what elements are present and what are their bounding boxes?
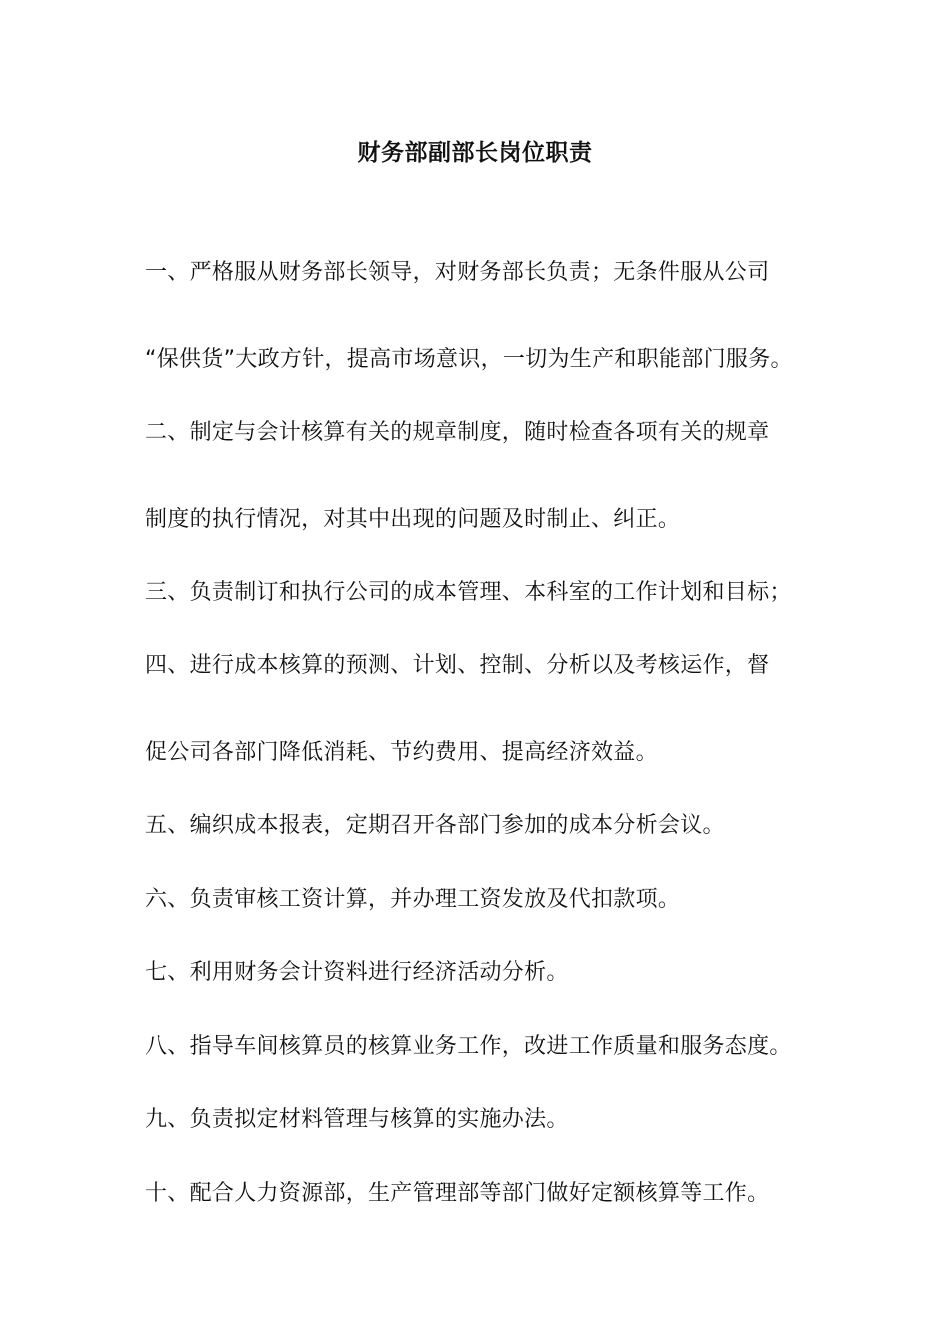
duty-line-7: 七、利用财务会计资料进行经济活动分析。 [145,960,569,985]
duty-line-5: 五、编织成本报表，定期召开各部门参加的成本分析会议。 [145,813,725,838]
duty-line-2-cont: 制度的执行情况，对其中出现的问题及时制止、纠正。 [145,507,681,532]
duty-line-4-cont: 促公司各部门降低消耗、节约费用、提高经济效益。 [145,740,658,765]
page-title: 财务部副部长岗位职责 [357,140,593,166]
duty-line-3: 三、负责制订和执行公司的成本管理、本科室的工作计划和目标； [145,580,792,605]
duty-line-10: 十、配合人力资源部，生产管理部等部门做好定额核算等工作。 [145,1181,770,1206]
duty-line-8: 八、指导车间核算员的核算业务工作，改进工作质量和服务态度。 [145,1034,792,1059]
duty-line-4: 四、进行成本核算的预测、计划、控制、分析以及考核运作，督 [145,653,770,678]
duty-line-9: 九、负责拟定材料管理与核算的实施办法。 [145,1107,569,1132]
duty-line-6: 六、负责审核工资计算，并办理工资发放及代扣款项。 [145,887,681,912]
duty-line-1-cont: “保供货”大政方针，提高市场意识，一切为生产和职能部门服务。 [145,347,793,372]
duty-line-2: 二、制定与会计核算有关的规章制度，随时检查各项有关的规章 [145,420,770,445]
duty-line-1: 一、严格服从财务部长领导，对财务部长负责；无条件服从公司 [145,260,770,285]
